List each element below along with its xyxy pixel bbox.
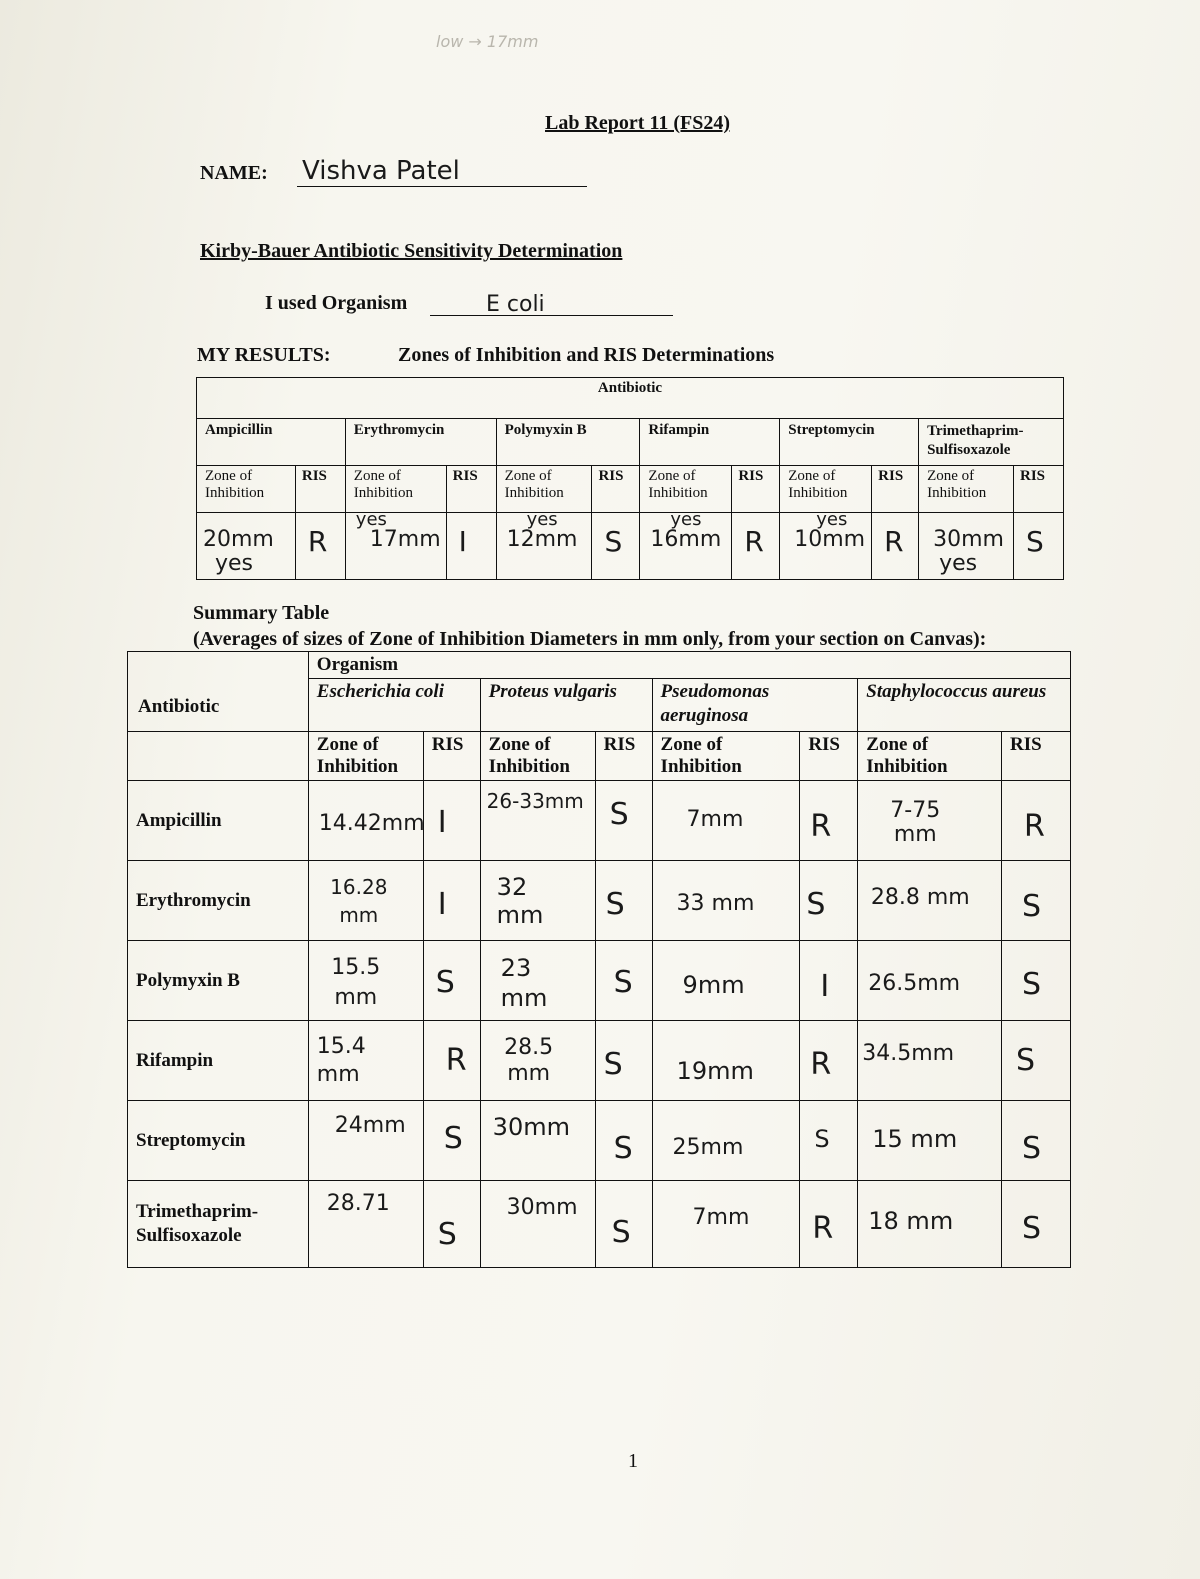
results-zone-header: Zone of Inhibition [496, 466, 592, 513]
results-ris-cell [732, 513, 780, 580]
zone-value: 34.5mm [862, 1041, 955, 1066]
ris-value: S [1022, 967, 1042, 1002]
ris-value: R [445, 1043, 467, 1078]
summary-ris-cell [595, 1181, 652, 1268]
ris-value: S [1025, 525, 1044, 558]
summary-organism-name: Proteus vulgaris [480, 679, 652, 732]
summary-row-label: Streptomycin [128, 1101, 309, 1181]
results-ris-header: RIS [592, 466, 640, 513]
summary-zone-cell [308, 1181, 423, 1268]
summary-ris-header: RIS [595, 732, 652, 781]
ris-value: R [1024, 809, 1045, 844]
summary-zone-cell [480, 1021, 595, 1101]
section-title: Kirby-Bauer Antibiotic Sensitivity Determination [200, 240, 623, 262]
zone-note: yes [816, 509, 848, 530]
summary-zone-cell [308, 1021, 423, 1101]
organism-used-value: E coli [486, 292, 545, 317]
ris-value: S [609, 797, 629, 832]
summary-zone-cell [858, 861, 1002, 941]
summary-ris-cell [1002, 861, 1071, 941]
summary-zone-cell [480, 1101, 595, 1181]
summary-zone-cell [858, 941, 1002, 1021]
summary-ris-cell [800, 1101, 858, 1181]
ris-value: R [810, 1047, 832, 1082]
results-zone-cell [345, 509, 446, 580]
zone-note: yes [355, 509, 387, 530]
ris-value: R [884, 525, 904, 558]
ris-value: S [613, 965, 633, 1000]
summary-ris-header: RIS [423, 732, 480, 781]
ris-value: S [806, 887, 826, 922]
summary-ris-header: RIS [1002, 732, 1071, 781]
summary-title [193, 600, 986, 652]
summary-zone-header: Zone of Inhibition [308, 732, 423, 781]
zone-value: 23 mm [500, 954, 548, 1012]
summary-ris-cell [595, 861, 652, 941]
name-label: NAME: [200, 162, 268, 184]
ris-value: S [1022, 1131, 1042, 1166]
summary-ris-cell [423, 1181, 480, 1268]
summary-zone-cell [858, 1101, 1002, 1181]
results-ris-cell [295, 513, 345, 580]
summary-ris-cell [800, 941, 858, 1021]
ris-value: S [1016, 1043, 1036, 1078]
ris-value: I [458, 525, 467, 558]
zone-value: 28.5 mm [504, 1035, 554, 1086]
zone-value: 24mm [334, 1113, 406, 1138]
zone-value: 16mm [650, 527, 722, 552]
zone-value: 7mm [692, 1205, 750, 1230]
results-ris-cell [446, 513, 496, 580]
summary-zone-cell [308, 861, 423, 941]
summary-ris-header: RIS [800, 732, 858, 781]
zone-value: 28.71 [326, 1191, 390, 1216]
summary-zone-cell [480, 781, 595, 861]
zone-value: 33 mm [676, 891, 755, 916]
summary-zone-cell [652, 781, 800, 861]
summary-zone-cell [652, 941, 800, 1021]
results-zone-cell [780, 509, 872, 580]
zone-value: 30mm [492, 1113, 570, 1141]
zone-value: 28.8 mm [870, 885, 970, 910]
name-value: Vishva Patel [302, 156, 460, 186]
summary-organism-name: Escherichia coli [308, 679, 480, 732]
zone-value: 32 mm [496, 873, 544, 929]
summary-zone-cell [858, 781, 1002, 861]
summary-ris-cell [423, 781, 480, 861]
summary-zone-cell [858, 1181, 1002, 1268]
ris-value: S [604, 525, 623, 558]
my-results-label: MY RESULTS: [197, 344, 331, 366]
ris-value: S [437, 1217, 457, 1252]
summary-zone-cell [308, 941, 423, 1021]
summary-ris-cell [595, 1021, 652, 1101]
results-header: Antibiotic [197, 378, 1064, 419]
ris-value: R [744, 525, 764, 558]
results-zone-cell [640, 509, 732, 580]
zone-value: 30mm [933, 527, 1004, 552]
results-ris-cell [872, 513, 919, 580]
summary-ris-cell [1002, 1021, 1071, 1101]
results-zone-cell [919, 513, 1014, 580]
ris-value: S [1022, 889, 1042, 924]
summary-zone-cell [480, 941, 595, 1021]
ris-value: R [307, 525, 328, 558]
summary-ris-cell [1002, 1101, 1071, 1181]
summary-zone-cell [480, 1181, 595, 1268]
summary-zone-header: Zone of Inhibition [652, 732, 800, 781]
zone-value: 7mm [686, 807, 744, 832]
summary-row-label: Rifampin [128, 1021, 309, 1101]
zone-value: 16.28 mm [330, 875, 388, 927]
summary-zone-cell [652, 1101, 800, 1181]
organism-used-underline [430, 315, 673, 316]
zone-value: 26.5mm [868, 971, 961, 996]
zone-value: 30mm [506, 1195, 578, 1220]
summary-ris-cell [1002, 781, 1071, 861]
summary-zone-cell [308, 1101, 423, 1181]
summary-ris-cell [595, 781, 652, 861]
results-ris-header: RIS [446, 466, 496, 513]
results-zone-cell [496, 509, 592, 580]
summary-ris-cell [800, 1021, 858, 1101]
summary-organism-name: Staphylococcus aureus [858, 679, 1071, 732]
zone-value: 12mm [506, 527, 578, 552]
zone-value: 17mm [369, 527, 441, 552]
results-ris-cell [1013, 513, 1063, 580]
ris-value: S [435, 965, 455, 1000]
summary-ris-cell [423, 1101, 480, 1181]
results-table [196, 377, 1064, 580]
summary-table [127, 651, 1071, 1268]
summary-ris-cell [1002, 941, 1071, 1021]
results-zone-header: Zone of Inhibition [197, 466, 296, 513]
results-antibiotic-name: Erythromycin [345, 419, 496, 466]
summary-subtitle-line: (Averages of sizes of Zone of Inhibition Diameters in mm only, from your section on Canvas): [193, 628, 987, 650]
results-ris-header: RIS [872, 466, 919, 513]
organism-used-label: I used Organism [265, 292, 408, 314]
ris-value: I [437, 887, 447, 922]
ris-value: S [1022, 1211, 1042, 1246]
ris-value: S [603, 1047, 623, 1082]
results-subtitle: Zones of Inhibition and RIS Determinations [398, 344, 775, 366]
summary-zone-cell [858, 1021, 1002, 1101]
summary-ris-cell [595, 1101, 652, 1181]
ris-value: I [820, 969, 830, 1004]
summary-zone-header: Zone of Inhibition [858, 732, 1002, 781]
results-zone-header: Zone of Inhibition [640, 466, 732, 513]
ris-value: I [437, 805, 447, 840]
summary-row-label: Trimethaprim-Sulfisoxazole [128, 1181, 309, 1268]
results-antibiotic-name: Rifampin [640, 419, 780, 466]
name-underline [297, 186, 587, 187]
zone-note: yes [526, 509, 558, 530]
results-zone-header: Zone of Inhibition [345, 466, 446, 513]
results-antibiotic-name: Ampicillin [197, 419, 346, 466]
zone-value: 18 mm [868, 1207, 954, 1235]
results-antibiotic-name: Polymyxin B [496, 419, 640, 466]
results-zone-cell [197, 513, 296, 580]
summary-blank-cell [128, 732, 309, 781]
zone-value: 9mm [682, 971, 745, 999]
results-ris-header: RIS [732, 466, 780, 513]
zone-note: yes [215, 551, 254, 576]
zone-value: 26-33mm [486, 789, 584, 813]
page-number: 1 [628, 1450, 638, 1472]
results-ris-header: RIS [1013, 466, 1063, 513]
zone-value: 10mm [794, 527, 866, 552]
summary-ris-cell [800, 861, 858, 941]
summary-organism-name: Pseudomonas aeruginosa [652, 679, 858, 732]
summary-ris-cell [423, 861, 480, 941]
results-ris-cell [592, 513, 640, 580]
top-handwritten-note: low → 17mm [436, 32, 539, 51]
summary-ris-cell [1002, 1181, 1071, 1268]
ris-value: S [605, 887, 625, 922]
zone-value: 15.5 mm [331, 955, 381, 1010]
results-zone-header: Zone of Inhibition [780, 466, 872, 513]
results-antibiotic-name: Trimethaprim-Sulfisoxazole [919, 419, 1064, 466]
ris-value: S [613, 1131, 633, 1166]
summary-zone-cell [652, 1181, 800, 1268]
summary-zone-header: Zone of Inhibition [480, 732, 595, 781]
summary-zone-cell [652, 1021, 800, 1101]
zone-note: yes [670, 509, 702, 530]
summary-ris-cell [800, 1181, 858, 1268]
report-title: Lab Report 11 (FS24) [545, 112, 730, 134]
summary-row-label: Ampicillin [128, 781, 309, 861]
results-antibiotic-name: Streptomycin [780, 419, 919, 466]
zone-value: 25mm [672, 1135, 744, 1160]
zone-value: 15 mm [872, 1125, 958, 1153]
zone-value: 15.4 mm [316, 1034, 366, 1087]
summary-zone-cell [308, 781, 423, 861]
results-ris-header: RIS [295, 466, 345, 513]
summary-ris-cell [800, 781, 858, 861]
summary-ris-cell [423, 941, 480, 1021]
summary-zone-cell [480, 861, 595, 941]
summary-row-label: Polymyxin B [128, 941, 309, 1021]
summary-ris-cell [595, 941, 652, 1021]
zone-note: yes [939, 551, 978, 576]
ris-value: R [812, 1211, 834, 1246]
results-zone-header: Zone of Inhibition [919, 466, 1014, 513]
ris-value: S [443, 1121, 463, 1156]
summary-zone-cell [652, 861, 800, 941]
summary-row-label: Erythromycin [128, 861, 309, 941]
zone-value: 7-75 mm [890, 798, 941, 847]
zone-value: 20mm [203, 527, 274, 552]
zone-value: 19mm [676, 1057, 754, 1085]
ris-value: S [611, 1215, 631, 1250]
summary-title-line: Summary Table [193, 602, 330, 624]
summary-antibiotic-header: Antibiotic [128, 652, 309, 732]
summary-organism-header: Organism [308, 652, 1070, 679]
zone-value: 14.42mm [318, 811, 425, 836]
ris-value: S [814, 1125, 830, 1153]
ris-value: R [810, 809, 832, 844]
summary-ris-cell [423, 1021, 480, 1101]
